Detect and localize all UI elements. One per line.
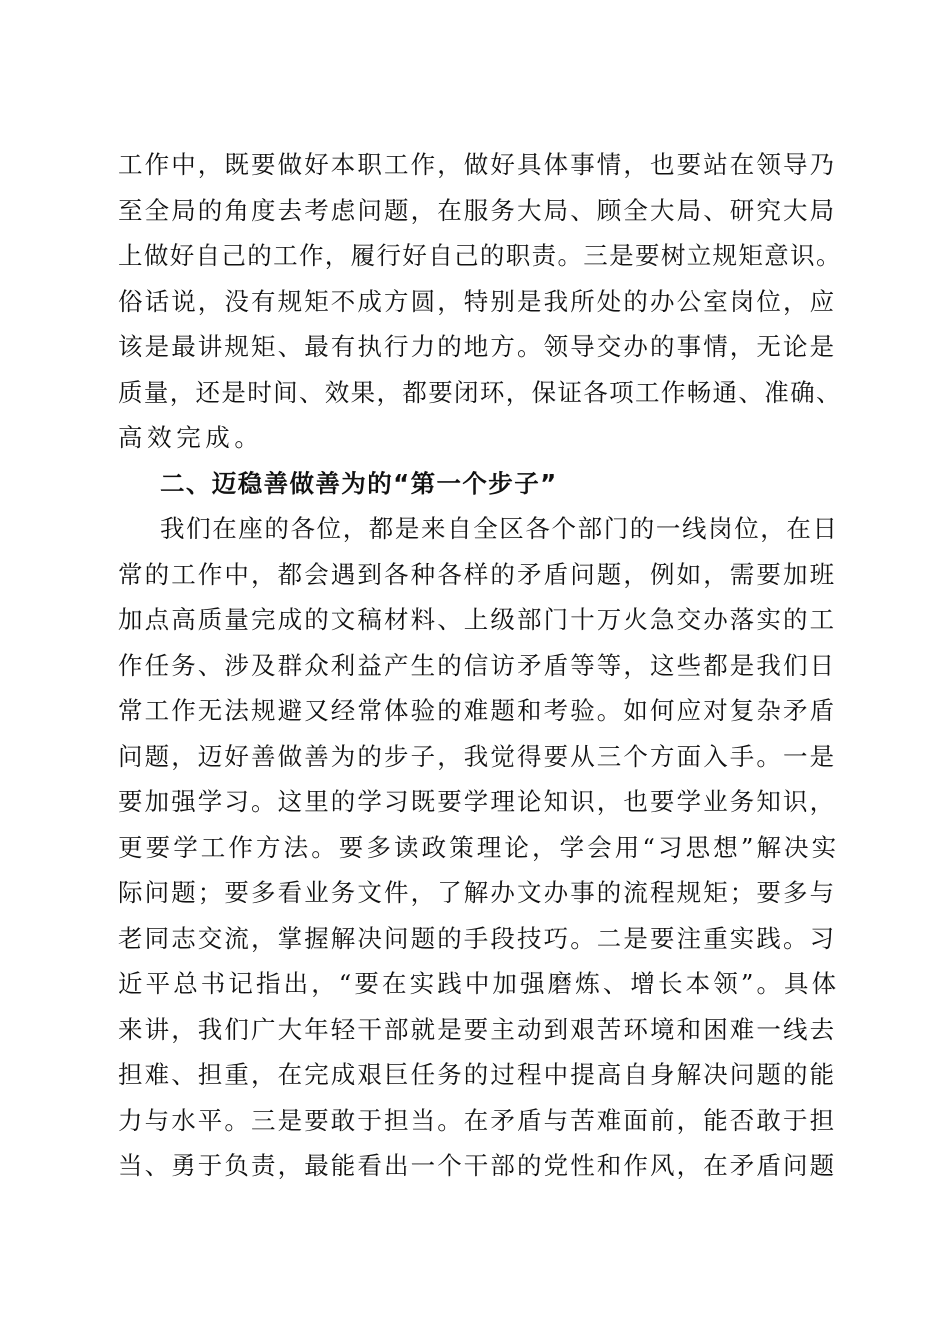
section-heading: 二、迈稳善做善为的“第一个步子” bbox=[160, 468, 558, 498]
text-line: 上做好自己的工作，履行好自己的职责。三是要树立规矩意识。 bbox=[118, 241, 842, 270]
text-line: 来讲，我们广大年轻干部就是要主动到艰苦环境和困难一线去 bbox=[118, 1014, 837, 1044]
text-line: 常的工作中，都会遇到各种各样的矛盾问题，例如，需要加班 bbox=[118, 559, 837, 589]
text-line: 作任务、涉及群众利益产生的信访矛盾等等，这些都是我们日 bbox=[118, 650, 837, 680]
text-line: 际问题；要多看业务文件，了解办文办事的流程规矩；要多与 bbox=[118, 878, 837, 907]
text-line: 近平总书记指出，“要在实践中加强磨炼、增长本领”。具体 bbox=[118, 969, 840, 998]
section-paragraph bbox=[118, 506, 842, 1189]
text-line: 质量，还是时间、效果，都要闭环，保证各项工作畅通、准确、 bbox=[118, 377, 842, 407]
text-line: 问题，迈好善做善为的步子，我觉得要从三个方面入手。一是 bbox=[118, 741, 837, 771]
text-line: 俗话说，没有规矩不成方圆，特别是我所处的办公室岗位，应 bbox=[118, 286, 837, 316]
text-line: 该是最讲规矩、最有执行力的地方。领导交办的事情，无论是 bbox=[118, 332, 837, 361]
text-line: 常工作无法规避又经常体验的难题和考验。如何应对复杂矛盾 bbox=[118, 696, 837, 725]
text-line: 高效完成。 bbox=[118, 423, 264, 452]
paragraph-continued bbox=[118, 142, 842, 461]
text-line: 老同志交流，掌握解决问题的手段技巧。二是要注重实践。习 bbox=[118, 923, 837, 953]
text-line: 担难、担重，在完成艰巨任务的过程中提高自身解决问题的能 bbox=[118, 1060, 837, 1089]
text-line: 至全局的角度去考虑问题，在服务大局、顾全大局、研究大局 bbox=[118, 195, 837, 225]
text-line: 当、勇于负责，最能看出一个干部的党性和作风，在矛盾问题 bbox=[118, 1151, 837, 1180]
text-line: 要加强学习。这里的学习既要学理论知识，也要学业务知识， bbox=[118, 787, 837, 816]
text-line: 更要学工作方法。要多读政策理论，学会用“习思想”解决实 bbox=[118, 832, 840, 862]
text-line: 工作中，既要做好本职工作，做好具体事情，也要站在领导乃 bbox=[118, 150, 837, 179]
text-line: 力与水平。三是要敢于担当。在矛盾与苦难面前，能否敢于担 bbox=[118, 1105, 837, 1135]
document-page bbox=[118, 142, 842, 1189]
text-line: 我们在座的各位，都是来自全区各个部门的一线岗位，在日 bbox=[160, 514, 839, 543]
text-line: 加点高质量完成的文稿材料、上级部门十万火急交办落实的工 bbox=[118, 605, 837, 634]
